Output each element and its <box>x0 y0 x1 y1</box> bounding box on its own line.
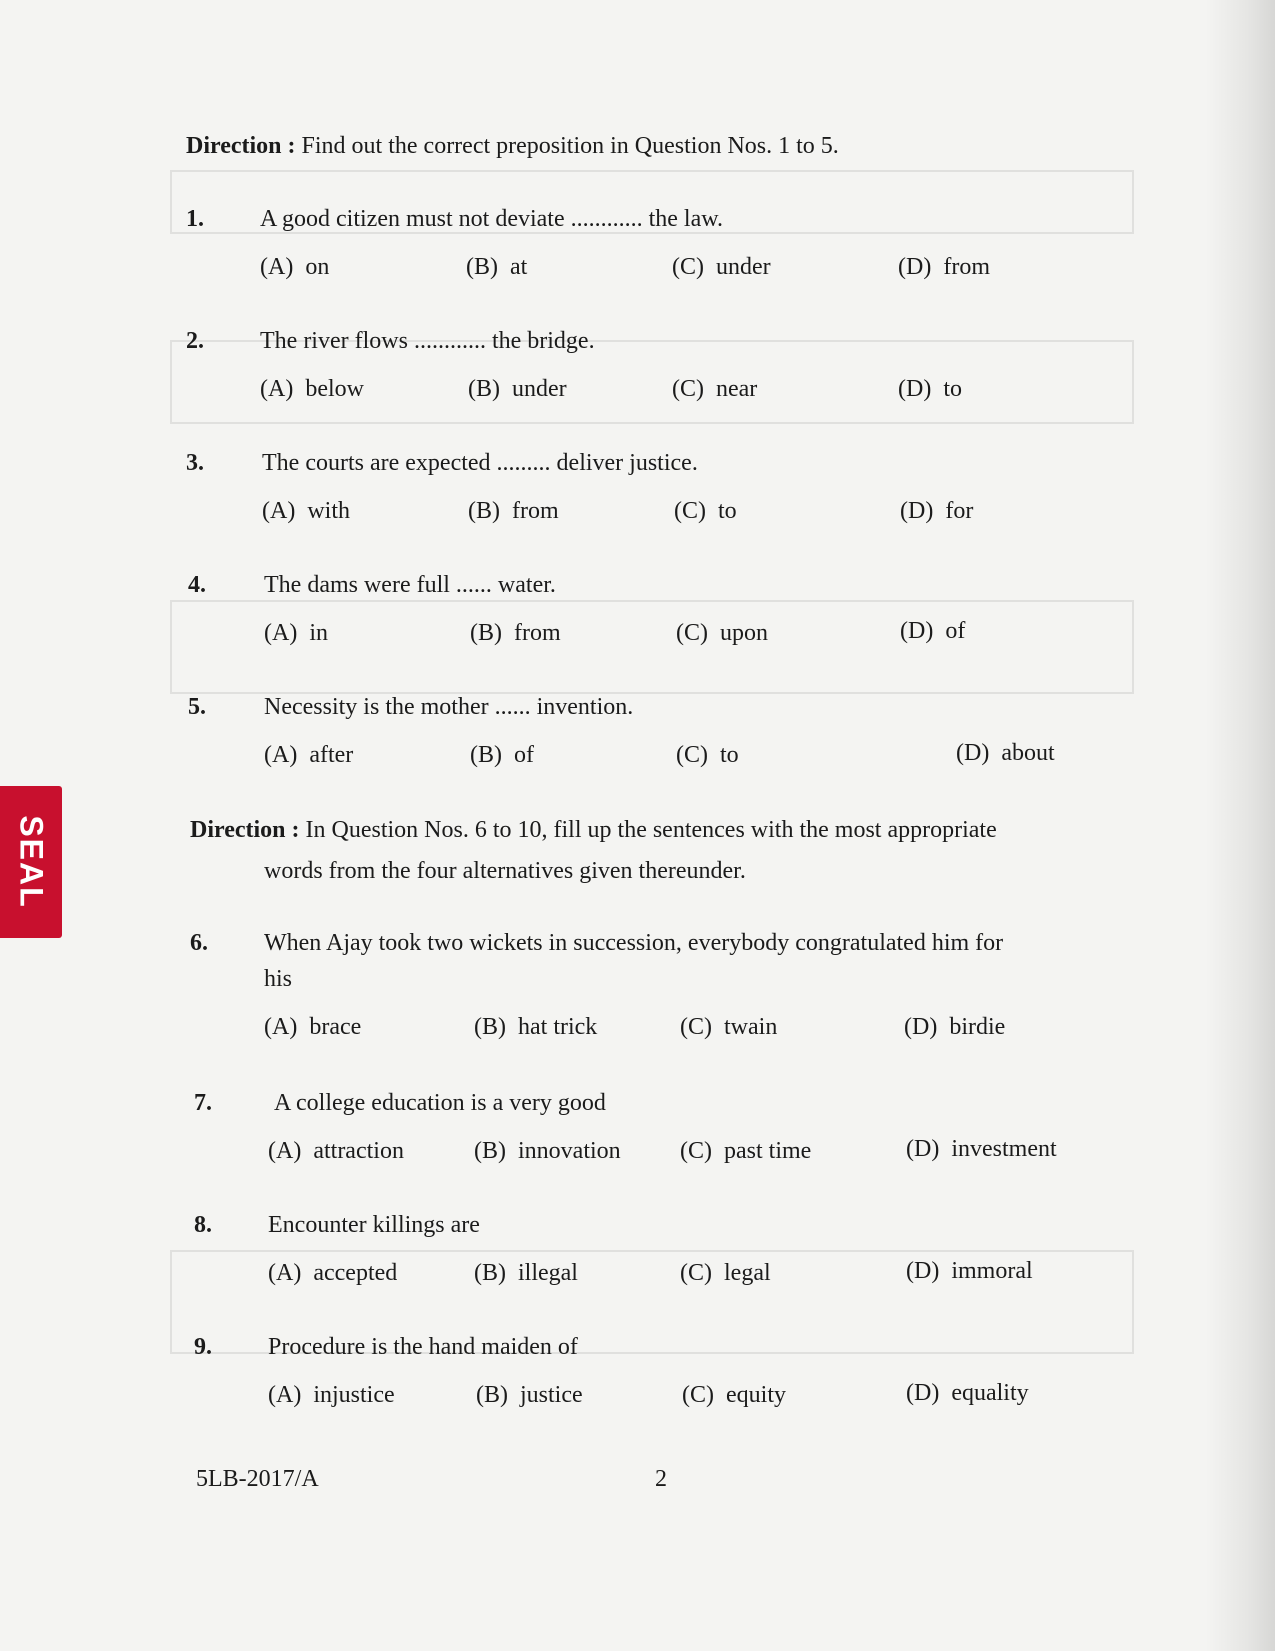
question-number: 5. <box>188 694 206 720</box>
option-text: innovation <box>518 1138 621 1164</box>
option-letter: (A) <box>264 620 298 646</box>
option-text: from <box>514 620 561 646</box>
option-text: equity <box>726 1382 786 1408</box>
direction-1-text: Find out the correct preposition in Question Nos. 1 to 5. <box>301 133 839 159</box>
question-number: 2. <box>186 328 204 354</box>
question-text-line-2: his <box>264 966 293 992</box>
question-1 <box>186 206 1146 286</box>
question-4 <box>188 572 1148 652</box>
direction-1 <box>186 126 839 167</box>
option-text: from <box>943 254 990 280</box>
option-c[interactable] <box>682 1382 786 1409</box>
option-text: under <box>512 376 567 402</box>
option-letter: (C) <box>674 498 706 524</box>
option-text: at <box>510 254 528 280</box>
option-c[interactable] <box>672 254 771 281</box>
option-text: from <box>512 498 559 524</box>
option-text: after <box>309 742 354 768</box>
question-number: 8. <box>194 1212 212 1238</box>
page-edge-shadow <box>1205 0 1275 1651</box>
option-a[interactable] <box>260 254 329 281</box>
option-d[interactable] <box>956 740 1055 767</box>
option-b[interactable] <box>468 498 559 525</box>
option-letter: (A) <box>264 1014 298 1040</box>
option-c[interactable] <box>676 742 739 769</box>
question-8 <box>194 1212 1154 1292</box>
option-letter: (A) <box>260 254 294 280</box>
option-d[interactable] <box>904 1014 1005 1041</box>
question-number: 4. <box>188 572 206 598</box>
option-text: birdie <box>949 1014 1006 1040</box>
option-d[interactable] <box>906 1380 1029 1407</box>
question-number: 9. <box>194 1334 212 1360</box>
option-b[interactable] <box>474 1260 578 1287</box>
option-letter: (D) <box>956 740 990 766</box>
question-9 <box>194 1334 1154 1414</box>
option-letter: (B) <box>474 1138 506 1164</box>
option-text: to <box>718 498 737 524</box>
seal-tab <box>0 786 62 938</box>
question-number: 3. <box>186 450 204 476</box>
option-text: accepted <box>313 1260 398 1286</box>
question-number: 1. <box>186 206 204 232</box>
option-b[interactable] <box>466 254 527 281</box>
option-text: in <box>309 620 328 646</box>
question-text: Procedure is the hand maiden of <box>268 1334 578 1360</box>
option-letter: (D) <box>906 1136 940 1162</box>
seal-label: SEAL <box>13 815 50 909</box>
option-text: illegal <box>518 1260 578 1286</box>
option-d[interactable] <box>906 1136 1057 1163</box>
option-letter: (A) <box>264 742 298 768</box>
question-text: When Ajay took two wickets in succession, everybody congratulated him for <box>264 930 1004 956</box>
option-letter: (B) <box>470 620 502 646</box>
option-text: hat trick <box>518 1014 598 1040</box>
option-c[interactable] <box>680 1014 777 1041</box>
option-text: immoral <box>951 1258 1033 1284</box>
option-letter: (C) <box>676 742 708 768</box>
option-letter: (A) <box>268 1138 302 1164</box>
direction-2-line-2: words from the four alternatives given thereunder. <box>264 857 746 884</box>
question-text: Necessity is the mother ...... invention. <box>264 694 634 720</box>
option-text: to <box>720 742 739 768</box>
option-b[interactable] <box>474 1138 621 1165</box>
option-text: about <box>1001 740 1055 766</box>
direction-2-label: Direction : <box>190 817 300 843</box>
option-a[interactable] <box>260 376 364 403</box>
option-text: legal <box>724 1260 771 1286</box>
option-b[interactable] <box>470 742 534 769</box>
option-letter: (B) <box>474 1014 506 1040</box>
option-text: twain <box>724 1014 778 1040</box>
option-letter: (A) <box>268 1382 302 1408</box>
option-text: of <box>945 618 966 644</box>
option-text: of <box>514 742 534 768</box>
option-letter: (A) <box>268 1260 302 1286</box>
option-b[interactable] <box>476 1382 583 1409</box>
option-letter: (C) <box>672 254 704 280</box>
option-text: below <box>305 376 364 402</box>
option-text: to <box>943 376 962 402</box>
option-c[interactable] <box>676 620 768 647</box>
option-d[interactable] <box>906 1258 1033 1285</box>
option-letter: (B) <box>468 376 500 402</box>
option-letter: (C) <box>680 1260 712 1286</box>
option-letter: (D) <box>898 376 932 402</box>
question-text: The dams were full ...... water. <box>264 572 556 598</box>
option-a[interactable] <box>264 620 328 647</box>
option-letter: (A) <box>262 498 296 524</box>
option-letter: (D) <box>906 1258 940 1284</box>
option-text: upon <box>720 620 768 646</box>
option-a[interactable] <box>264 742 353 769</box>
option-b[interactable] <box>470 620 561 647</box>
question-2 <box>186 328 1146 408</box>
paper-code: 5LB-2017/A <box>196 1466 319 1492</box>
option-d[interactable] <box>900 498 973 525</box>
option-text: attraction <box>313 1138 404 1164</box>
option-c[interactable] <box>680 1138 811 1165</box>
question-text: Encounter killings are <box>268 1212 480 1238</box>
option-a[interactable] <box>262 498 350 525</box>
question-7 <box>194 1090 1154 1170</box>
page-number: 2 <box>655 1466 667 1492</box>
option-text: past time <box>724 1138 812 1164</box>
option-letter: (C) <box>682 1382 714 1408</box>
option-a[interactable] <box>268 1382 395 1409</box>
option-d[interactable] <box>898 254 990 281</box>
option-letter: (C) <box>676 620 708 646</box>
direction-2 <box>190 810 1150 892</box>
option-d[interactable] <box>898 376 962 403</box>
question-number: 6. <box>190 930 208 956</box>
option-text: injustice <box>313 1382 395 1408</box>
question-text: The river flows ............ the bridge. <box>260 328 595 354</box>
option-letter: (D) <box>904 1014 938 1040</box>
option-letter: (B) <box>466 254 498 280</box>
option-letter: (B) <box>474 1260 506 1286</box>
option-b[interactable] <box>474 1014 597 1041</box>
option-a[interactable] <box>268 1138 404 1165</box>
option-d[interactable] <box>900 618 965 645</box>
question-number: 7. <box>194 1090 212 1116</box>
option-text: investment <box>951 1136 1057 1162</box>
option-letter: (D) <box>900 618 934 644</box>
option-letter: (C) <box>672 376 704 402</box>
option-letter: (C) <box>680 1014 712 1040</box>
question-text: The courts are expected ......... deliver justice. <box>262 450 698 476</box>
question-3 <box>186 450 1146 530</box>
option-letter: (D) <box>900 498 934 524</box>
option-letter: (B) <box>468 498 500 524</box>
option-a[interactable] <box>268 1260 397 1287</box>
option-text: near <box>716 376 758 402</box>
question-5 <box>188 694 1148 774</box>
option-text: equality <box>951 1380 1029 1406</box>
option-c[interactable] <box>674 498 737 525</box>
option-letter: (B) <box>476 1382 508 1408</box>
option-c[interactable] <box>680 1260 771 1287</box>
option-letter: (C) <box>680 1138 712 1164</box>
option-a[interactable] <box>264 1014 361 1041</box>
option-c[interactable] <box>672 376 757 403</box>
option-text: justice <box>520 1382 583 1408</box>
direction-1-label: Direction : <box>186 133 296 159</box>
option-text: under <box>716 254 771 280</box>
option-text: with <box>307 498 350 524</box>
option-letter: (B) <box>470 742 502 768</box>
question-6 <box>190 930 1150 1050</box>
option-b[interactable] <box>468 376 567 403</box>
option-letter: (D) <box>898 254 932 280</box>
option-text: for <box>945 498 974 524</box>
option-text: brace <box>309 1014 362 1040</box>
direction-2-line-1: In Question Nos. 6 to 10, fill up the sentences with the most appropriate <box>305 817 997 843</box>
question-text: A good citizen must not deviate ............ the law. <box>260 206 724 232</box>
option-text: on <box>305 254 330 280</box>
question-text: A college education is a very good <box>274 1090 606 1116</box>
option-letter: (A) <box>260 376 294 402</box>
option-letter: (D) <box>906 1380 940 1406</box>
